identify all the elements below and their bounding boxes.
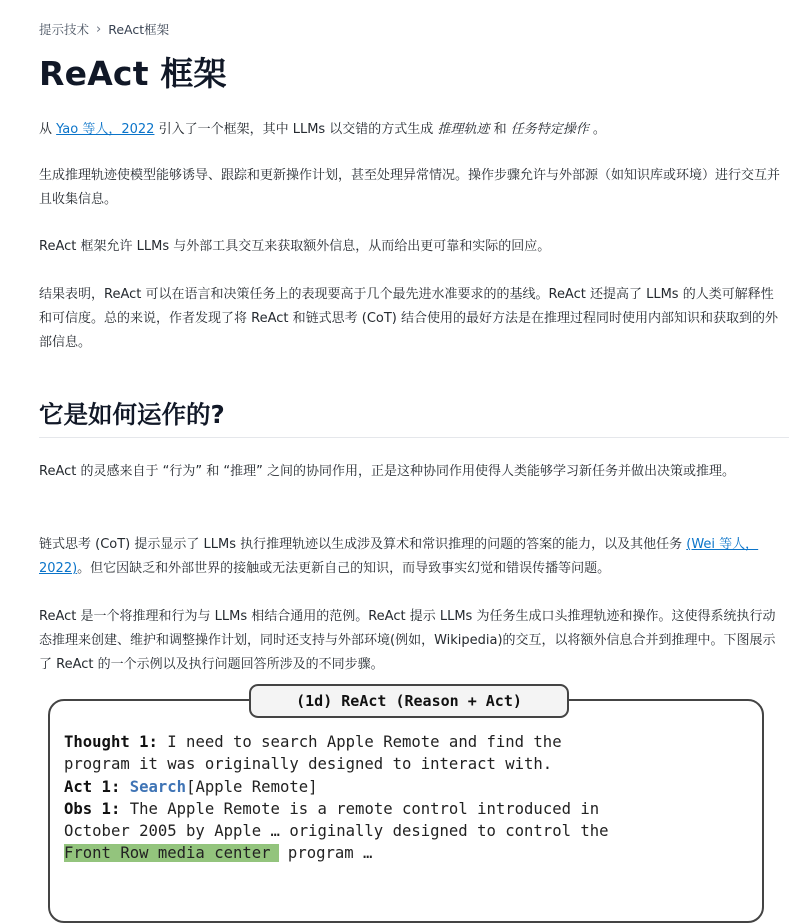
- obs-line-3: [64, 842, 609, 864]
- term-task-actions: 任务特定操作: [510, 122, 589, 137]
- obs-tail: program …: [278, 844, 373, 863]
- intro-and: 和: [489, 122, 511, 137]
- intro-end: 。: [588, 122, 606, 137]
- breadcrumb-parent-link[interactable]: 提示技术: [39, 22, 90, 37]
- intro-prefix: 从: [39, 122, 57, 137]
- obs-label: Obs 1:: [64, 799, 121, 818]
- figure-title: (1d) ReAct (Reason + Act): [249, 684, 569, 718]
- act-label: Act 1:: [64, 777, 121, 796]
- act-line: [64, 776, 609, 798]
- obs-line-1: [64, 798, 609, 820]
- intro-mid: 引入了一个框架，其中 LLMs 以交错的方式生成: [154, 122, 438, 137]
- thought-label: Thought 1:: [64, 733, 158, 751]
- thought-line-2: program it was originally designed to interact with.: [64, 755, 553, 774]
- paragraph-inspiration: ReAct 的灵感来自于 “行为” 和 “推理” 之间的协同作用，正是这种协同作用使得人类能够学习新任务并做出决策或推理。: [39, 464, 735, 479]
- highlighted-answer: Front Row media center: [64, 844, 279, 862]
- paragraph-cot: [39, 533, 784, 581]
- cot-text: 链式思考 (CoT) 提示显示了 LLMs 执行推理轨迹以生成涉及算术和常识推理的问题的答案的能力，以及其他任务: [39, 537, 687, 552]
- yao-citation-link[interactable]: Yao 等人，2022: [56, 122, 155, 137]
- breadcrumb-current: ReAct框架: [108, 22, 170, 37]
- paragraph-reasoning: 生成推理轨迹使模型能够诱导、跟踪和更新操作计划，甚至处理异常情况。操作步骤允许与外部源（如知识库或环境）进行交互并且收集信息。: [39, 168, 781, 207]
- cot-end: 。但它因缺乏和外部世界的接触或无法更新自己的知识，而导致事实幻觉和错误传播等问题。: [77, 561, 611, 576]
- obs-text: The Apple Remote is a remote control introduced in: [120, 799, 600, 818]
- breadcrumb: [39, 20, 169, 38]
- page-title: ReAct 框架: [39, 54, 227, 93]
- paragraph-tools: ReAct 框架允许 LLMs 与外部工具交互来获取额外信息，从而给出更可靠和实际的回应。: [39, 239, 551, 254]
- chevron-right-icon: ›: [96, 21, 102, 37]
- search-tool: Search: [129, 777, 187, 796]
- thought-text: I need to search Apple Remote and find the: [157, 733, 562, 751]
- paragraph-results: 结果表明，ReAct 可以在语言和决策任务上的表现要高于几个最先进水准要求的的基线。ReAct 还提高了 LLMs 的人类可解释性和可信度。总的来说，作者发现了将 ReAct 和链式思考 (CoT) 结合使用的最好方法是在推理过程同时使用内部知识和获取到的外部信息。: [39, 287, 779, 350]
- figure-trace: [64, 731, 609, 865]
- intro-paragraph: [39, 118, 784, 142]
- thought-line-1: [64, 731, 609, 753]
- term-reasoning-traces: 推理轨迹: [437, 122, 490, 137]
- section-divider: [39, 437, 789, 438]
- wei-citation-link[interactable]: (Wei 等人，2022): [39, 537, 759, 576]
- paragraph-react-paradigm: ReAct 是一个将推理和行为与 LLMs 相结合通用的范例。ReAct 提示 LLMs 为任务生成口头推理轨迹和操作。这使得系统执行动态推理来创建、维护和调整操作计划，同时还支持与外部环境(例如，Wikipedia)的交互，以将额外信息合并到推理中。下图展示了 ReAct 的一个示例以及执行问题回答所涉及的不同步骤。: [39, 609, 776, 672]
- act-argument: [Apple Remote]: [186, 777, 318, 796]
- section-heading: 它是如何运作的?: [39, 400, 225, 429]
- obs-line-2: October 2005 by Apple … originally designed to control the: [64, 822, 609, 841]
